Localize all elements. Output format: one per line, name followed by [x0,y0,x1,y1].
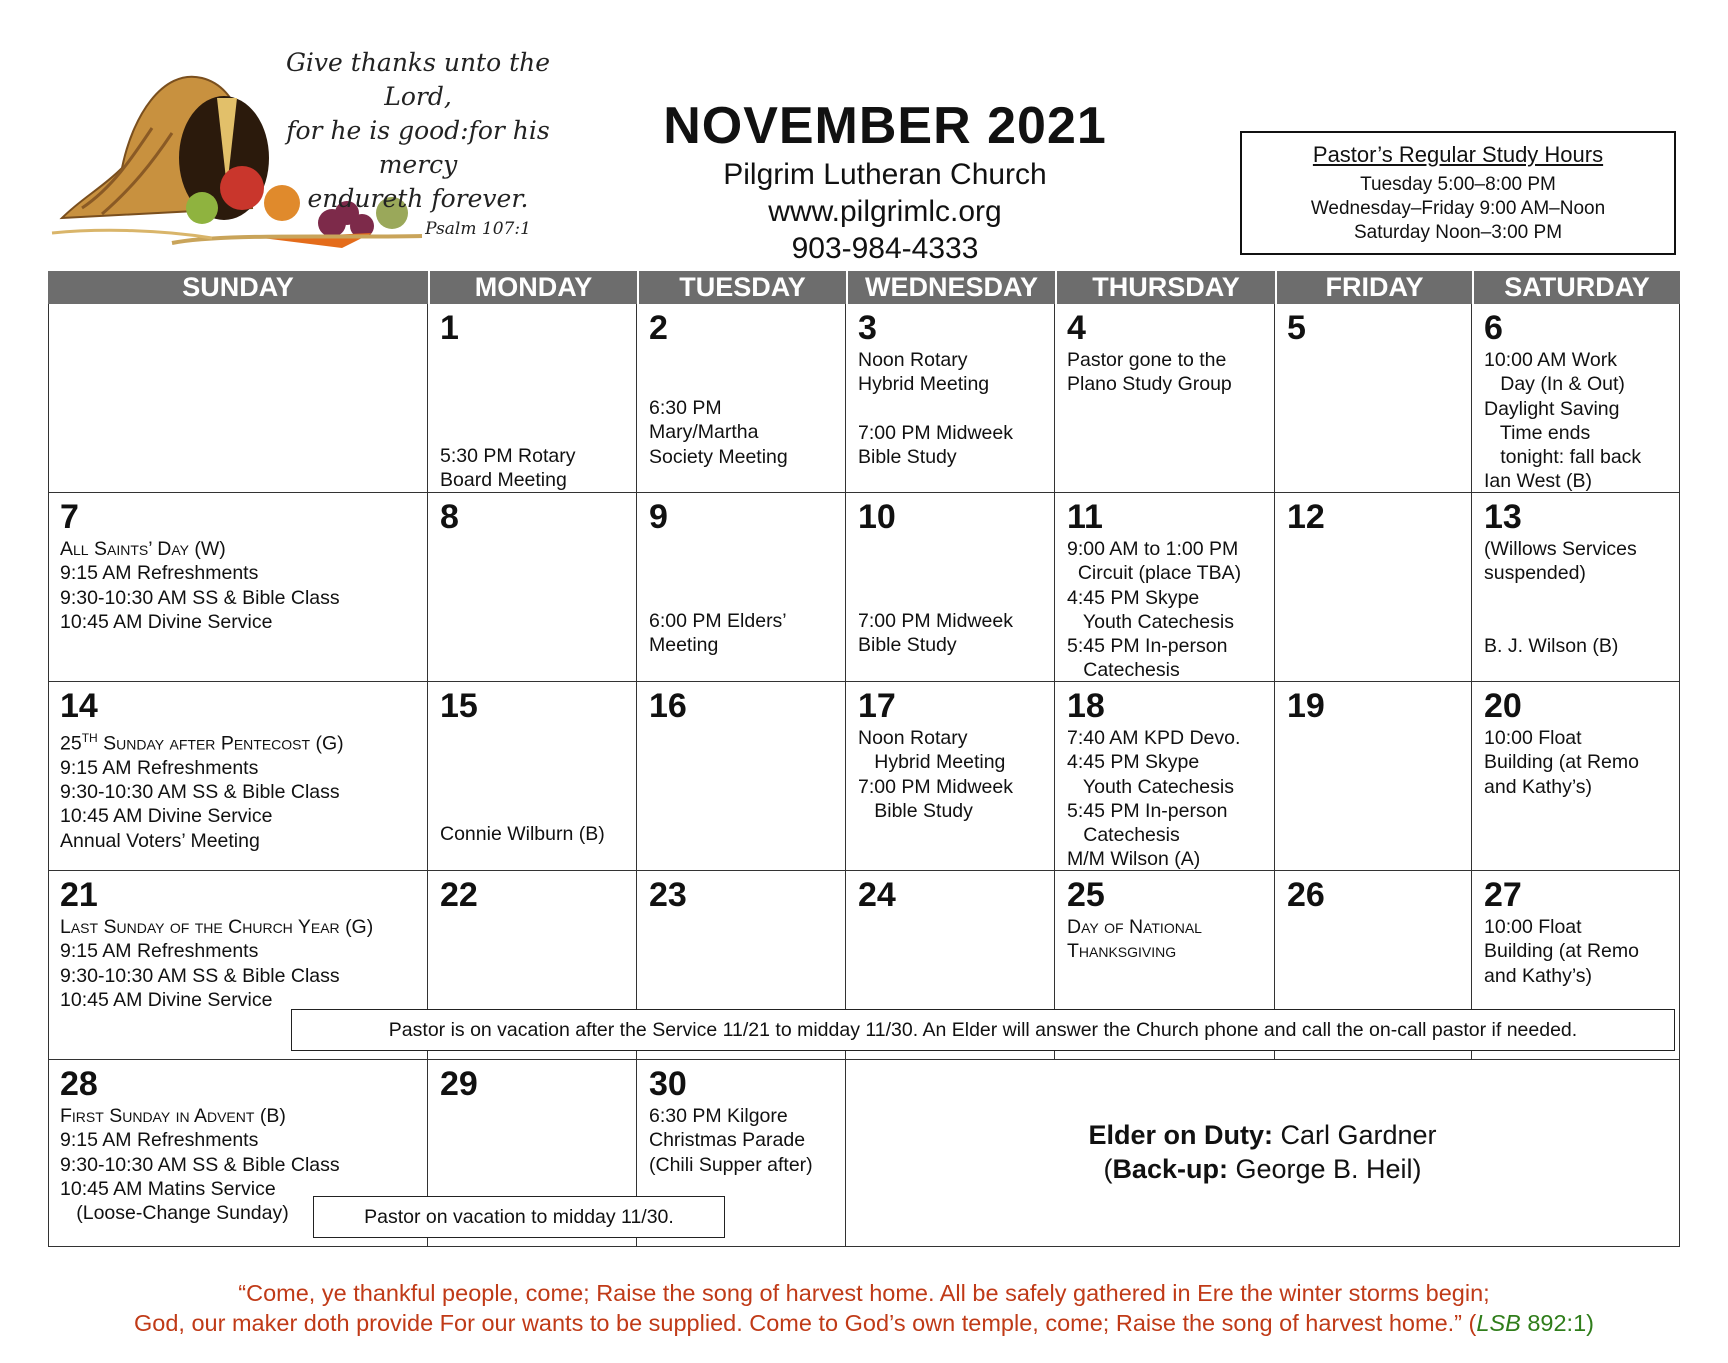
day-number: 25 [1067,876,1105,914]
day-cell-14[interactable] [48,682,428,871]
event-text: 10:00 AM Work [1484,349,1617,371]
feast-name: First Sunday in Advent (B) [60,1105,286,1127]
day-cell-6[interactable] [1472,304,1680,493]
vacation-notice-week5: Pastor on vacation to midday 11/30. [313,1196,725,1238]
event-text: 5:45 PM In-person [1067,635,1228,658]
day-number: 6 [1484,309,1503,347]
study-hours-box [1240,131,1676,255]
event-text: (Willows Services [1484,538,1637,560]
feast-name [60,726,427,756]
day-cell-19[interactable] [1275,682,1472,871]
weekday-header-monday: MONDAY [428,271,637,304]
event-text: Youth Catechesis [1067,610,1234,633]
day-number: 23 [649,876,687,914]
feast-name: Last Sunday of the Church Year (G) [60,916,374,938]
event-text: Building (at Remo [1484,940,1639,963]
event-text: Board Meeting [440,469,567,492]
event-text: Connie Wilburn (B) [440,823,605,845]
event-text: 5:45 PM In-person [1067,799,1228,822]
event-text: Society Meeting [649,445,788,468]
event-text: (Chili Supper after) [649,1153,813,1176]
ordinal-suffix: TH [81,731,98,745]
event-text: Building (at Remo [1484,751,1639,774]
day-number: 15 [440,687,478,725]
holiday-name: Thanksgiving [1067,940,1177,963]
day-number: 10 [858,498,896,536]
event-text: Plano Study Group [1067,373,1232,396]
day-number: 29 [440,1065,478,1103]
hymn-line: “Come, ye thankful people, come; Raise the song of harvest home. All be safely gathered in Ere the winter storms begin; [238,1280,1490,1306]
day-cell-9[interactable] [637,493,846,682]
day-number: 9 [649,498,668,536]
day-number: 30 [649,1065,687,1103]
event-text: 7:40 AM KPD Devo. [1067,727,1241,749]
event-text: 4:45 PM Skype [1067,751,1200,774]
event-text: 7:00 PM Midweek [858,610,1013,632]
event-text: 10:45 AM Divine Service [60,610,273,633]
event-text: 9:00 AM to 1:00 PM [1067,538,1239,560]
church-name: Pilgrim Lutheran Church [723,158,1047,191]
event-text: Christmas Parade [649,1129,806,1152]
verse-line: endureth forever. [307,184,529,213]
event-text: 9:30-10:30 AM SS & Bible Class [60,1153,340,1176]
study-hours-row: Tuesday 5:00–8:00 PM [1360,174,1556,195]
event-text: 10:00 Float [1484,727,1582,749]
event-text: 5:30 PM Rotary [440,445,576,467]
day-cell-5[interactable] [1275,304,1472,493]
event-text: Catechesis [1067,824,1180,847]
feast-name: All Saints’ Day (W) [60,538,226,560]
day-number: 2 [649,309,668,347]
event-text: Hybrid Meeting [858,751,1006,774]
event-text: 9:30-10:30 AM SS & Bible Class [60,781,340,804]
day-number: 16 [649,687,687,725]
weekday-header-wednesday: WEDNESDAY [846,271,1055,304]
study-hours-heading: Pastor’s Regular Study Hours [1312,142,1604,167]
church-website: www.pilgrimlc.org [768,195,1002,228]
verse-line: for he is good:for his mercy [286,116,550,179]
event-text: Noon Rotary [858,349,968,371]
weekday-header-sunday: SUNDAY [48,271,428,304]
calendar-grid [48,271,1680,1247]
elder-on-duty [845,1118,1680,1186]
title-block [620,96,1150,267]
event-text: Noon Rotary [858,727,968,749]
event-text: 4:45 PM Skype [1067,586,1200,609]
day-number: 13 [1484,498,1522,536]
elder-label: Elder on Duty: [1088,1120,1273,1150]
elder-name: Carl Gardner [1280,1120,1437,1150]
day-number: 4 [1067,309,1086,347]
backup-name: George B. Heil) [1235,1154,1422,1184]
holiday-name: Day of National [1067,916,1202,938]
event-text: 9:15 AM Refreshments [60,756,259,779]
day-number: 12 [1287,498,1325,536]
page-title: NOVEMBER 2021 [663,97,1107,155]
hymn-ref-number: 892:1) [1520,1310,1594,1336]
day-number: 18 [1067,687,1105,725]
event-text: 7:00 PM Midweek [858,775,1013,798]
event-text: and Kathy’s) [1484,964,1593,987]
day-cell-17[interactable] [846,682,1055,871]
event-text: 10:45 AM Matins Service [60,1177,276,1200]
hymn-line: God, our maker doth provide For our wants to be supplied. Come to God’s own temple, come; Raise the song of harvest home.” ( [134,1310,1477,1336]
day-cell-8[interactable] [428,493,637,682]
event-text: B. J. Wilson (B) [1484,634,1619,657]
day-number: 21 [60,876,98,914]
day-cell-7[interactable] [48,493,428,682]
event-text: Annual Voters’ Meeting [60,829,260,852]
day-number: 3 [858,309,877,347]
event-text: (Loose-Change Sunday) [60,1202,289,1225]
day-cell-12[interactable] [1275,493,1472,682]
study-hours-row: Saturday Noon–3:00 PM [1353,222,1563,243]
backup-label: Back-up: [1112,1154,1228,1184]
day-number: 8 [440,498,459,536]
weekday-header-thursday: THURSDAY [1055,271,1275,304]
event-text: M/M Wilson (A) [1067,848,1201,871]
event-text: suspended) [1484,562,1586,585]
event-text: Bible Study [858,445,957,468]
weekday-header-tuesday: TUESDAY [637,271,846,304]
event-text: Bible Study [858,634,957,657]
feast-title: Sunday after Pentecost (G) [97,732,344,755]
event-text: Mary/Martha [649,421,759,444]
day-cell-15[interactable] [428,682,637,871]
backup-open-paren: ( [1103,1154,1113,1184]
event-text: 6:30 PM Kilgore [649,1105,788,1127]
event-text: Hybrid Meeting [858,373,990,396]
event-text: Bible Study [858,799,973,822]
day-number: 19 [1287,687,1325,725]
event-text: 7:00 PM Midweek [858,421,1013,444]
church-phone: 903-984-4333 [791,232,979,265]
event-text: Catechesis [1067,659,1180,682]
event-text: Ian West (B) [1484,470,1593,493]
study-hours-row: Wednesday–Friday 9:00 AM–Noon [1310,198,1606,219]
day-number: 17 [858,687,896,725]
event-text: tonight: fall back [1484,446,1642,469]
scripture-verse [258,46,578,242]
verse-line: Give thanks unto the Lord, [285,48,551,111]
event-text: 9:30-10:30 AM SS & Bible Class [60,586,340,609]
hymn-ref-book: LSB [1476,1310,1521,1336]
verse-reference: Psalm 107:1 [425,219,531,239]
day-cell-4[interactable] [1055,304,1275,493]
day-number: 26 [1287,876,1325,914]
event-text: Daylight Saving [1484,397,1620,420]
day-cell-2[interactable] [637,304,846,493]
event-text: Youth Catechesis [1067,775,1234,798]
day-cell-10[interactable] [846,493,1055,682]
event-text: 6:00 PM Elders’ [649,610,787,632]
day-cell-18[interactable] [1055,682,1275,871]
day-number: 11 [1067,498,1103,536]
day-cell-1[interactable] [428,304,637,493]
day-cell-13[interactable] [1472,493,1680,682]
day-number: 1 [440,309,459,347]
event-text: Circuit (place TBA) [1067,562,1242,585]
day-cell-empty [48,304,428,493]
event-text: Meeting [649,634,719,657]
day-cell-3[interactable] [846,304,1055,493]
day-number: 14 [60,687,98,725]
event-text: 10:45 AM Divine Service [60,988,273,1011]
day-number: 22 [440,876,478,914]
event-text: Day (In & Out) [1484,373,1625,396]
day-number: 20 [1484,687,1522,725]
event-text: 9:15 AM Refreshments [60,562,259,585]
event-text: 9:15 AM Refreshments [60,1129,259,1152]
day-number: 24 [858,876,896,914]
event-text: and Kathy’s) [1484,775,1593,798]
day-cell-20[interactable] [1472,682,1680,871]
weekday-header-friday: FRIDAY [1275,271,1472,304]
event-text: Time ends [1484,421,1591,444]
event-text: 10:00 Float [1484,916,1582,938]
event-text: 6:30 PM [649,397,722,419]
day-cell-16[interactable] [637,682,846,871]
event-text: 9:15 AM Refreshments [60,940,259,963]
day-number: 28 [60,1065,98,1103]
day-number: 27 [1484,876,1522,914]
event-text: 10:45 AM Divine Service [60,805,273,828]
day-number: 7 [60,498,79,536]
ordinal: 25 [60,732,82,755]
event-text: Pastor gone to the [1067,349,1227,371]
vacation-notice-week4: Pastor is on vacation after the Service 11/21 to midday 11/30. An Elder will answer the Church phone and call the on-call pastor if needed. [291,1009,1675,1051]
day-cell-11[interactable] [1055,493,1275,682]
weekday-header-saturday: SATURDAY [1472,271,1680,304]
event-text: 9:30-10:30 AM SS & Bible Class [60,964,340,987]
hymn-quote [0,1278,1728,1338]
day-number: 5 [1287,309,1306,347]
